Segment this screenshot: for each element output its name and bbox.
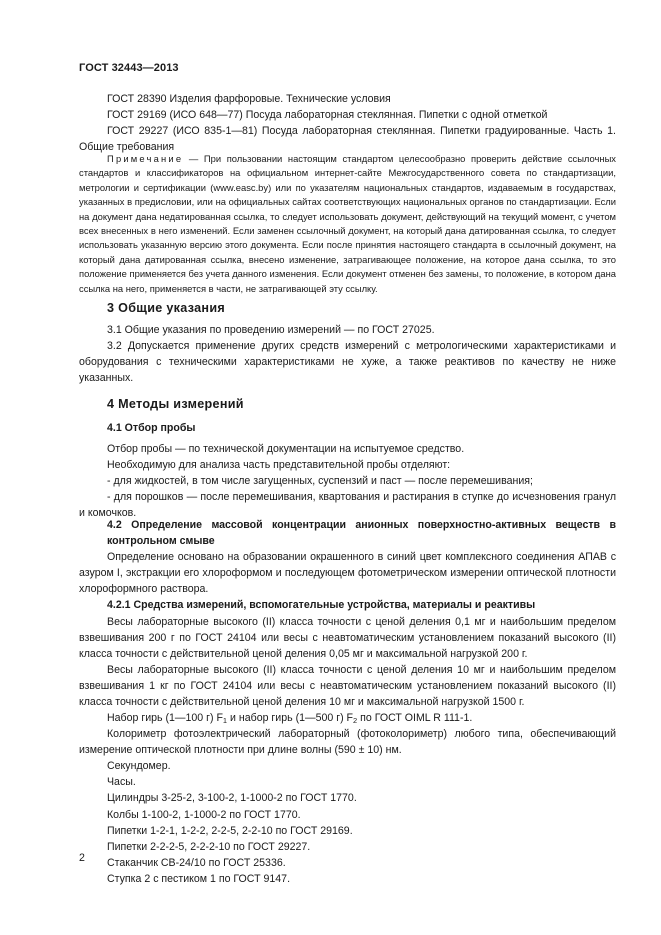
equipment-item: Пипетки 1-2-1, 1-2-2, 2-2-5, 2-2-10 по ГОСТ 29169.: [107, 824, 353, 837]
equipment-item: Секундомер.: [107, 760, 171, 772]
section-3-1: 3.1 Общие указания по проведению измерений — по ГОСТ 27025.: [107, 324, 435, 336]
section-3-2: 3.2 Допускается применение других средств измерений с метрологическими характеристиками и оборудования с техническими характеристиками не хуже, а также реактивов по качеству не ниже указанных.: [79, 340, 616, 384]
references-list: [79, 91, 616, 155]
note-block: [79, 152, 616, 296]
section-4-1: [79, 420, 616, 436]
page-number: 2: [79, 852, 85, 864]
reference-item: ГОСТ 29227 (ИСО 835-1—81) Посуда лабораторная стеклянная. Пипетки градуированные. Часть 1. Общие требования: [79, 125, 616, 153]
section-4-1-heading: 4.1 Отбор пробы: [107, 422, 196, 434]
reference-item: ГОСТ 29169 (ИСО 648—77) Посуда лабораторная стеклянная. Пипетки с одной отметкой: [107, 109, 548, 121]
section-3-heading: 3 Общие указания: [107, 301, 226, 315]
section-4-2-1-heading: 4.2.1 Средства измерений, вспомогательные устройства, материалы и реактивы: [107, 599, 536, 611]
reference-item: ГОСТ 28390 Изделия фарфоровые. Технические условия: [107, 93, 391, 105]
note-label: Примечание: [107, 153, 184, 164]
section-3-body: [79, 322, 616, 386]
section-4-2: [79, 517, 616, 549]
section-4-2-heading: 4.2 Определение массовой концентрации анионных поверхностно-активных веществ в контрольном смыве: [107, 519, 616, 547]
equipment-item: Ступка 2 с пестиком 1 по ГОСТ 9147.: [107, 873, 291, 886]
equipment-item: Колбы 1-100-2, 1-1000-2 по ГОСТ 1770.: [107, 808, 301, 821]
sampling-bullet: - для жидкостей, в том числе загущенных, суспензий и паст — после перемешивания;: [107, 475, 533, 487]
section-4-heading: 4 Методы измерений: [107, 397, 244, 411]
section-4: [79, 397, 616, 411]
weights-paragraph: Набор гирь (1—100 г) $F_1$ и набор гирь (1—500 г) $F_2$ по ГОСТ OIML R 111-1.: [107, 712, 473, 725]
sampling-paragraph: Необходимую для анализа часть представительной пробы отделяют:: [107, 459, 451, 471]
equipment-item: Стаканчик СВ-24/10 по ГОСТ 25336.: [107, 857, 286, 870]
equipment-item: Пипетки 2-2-2-5, 2-2-2-10 по ГОСТ 29227.: [107, 841, 311, 854]
colorimeter-paragraph: Колориметр фотоэлектрический лабораторный (фотоколориметр) любого типа, обеспечивающий измерение оптической плотности при длине волны (590 ± 10) нм.: [79, 728, 616, 756]
section-4-2-1-body: [79, 614, 616, 888]
page-header: ГОСТ 32443—2013: [79, 62, 179, 74]
scales-paragraph: Весы лабораторные высокого (II) класса точности с ценой деления 10 мг и наибольшим пределом взвешивания 1 кг по ГОСТ 24104 или весы с неавтоматическим установлением показаний высокого (II) класса точности с действительной ценой деления 10 мг и максимальной нагрузкой 1500 г.: [79, 664, 616, 708]
equipment-item: Цилиндры 3-25-2, 3-100-2, 1-1000-2 по ГОСТ 1770.: [107, 792, 357, 805]
section-3: [79, 301, 616, 315]
section-4-2-body: [79, 549, 616, 597]
note-paragraph: [79, 152, 616, 296]
scales-paragraph: Весы лабораторные высокого (II) класса точности с ценой деления 0,1 мг и наибольшим пределом взвешивания 200 г по ГОСТ 24104 или весы с неавтоматическим установлением показаний высокого (II) класса точности с действительной ценой деления 0,05 мг и максимальной нагрузкой 200 г.: [79, 616, 616, 660]
equipment-item: Часы.: [107, 776, 136, 789]
sampling-paragraph: Отбор пробы — по технической документации на испытуемое средство.: [107, 443, 465, 455]
section-4-1-body: [79, 441, 616, 521]
note-text: — При пользовании настоящим стандартом целесообразно проверить действие ссылочных стандартов и классификаторов на официальном интернет-сайте Межгосударственного совета по стандартизации, метрологии и сертификации (www.easc.by) или по указателям национальных стандартов, издаваемым в государствах, указанных в предисловии, или на официальных сайтах соответствующих национальных органов по стандартизации. Если на документ дана недатированная ссылка, то следует использовать документ, действующий на текущий момент, с учетом всех внесенных в него изменений. Если заменен ссылочный документ, на который дана датированная ссылка, то следует использовать указанную версию этого документа. Если после принятия настоящего стандарта в ссылочный документ, на который дана датированная ссылка, внесено изменение, затрагивающее положение, на которое дана ссылка, то это положение применяется без учета данного изменения. Если документ отменен без замены, то положение, в котором дана ссылка на него, применяется в части, не затрагивающей эту ссылку.: [79, 153, 616, 294]
sampling-bullet: - для порошков — после перемешивания, квартования и растирания в ступке до исчезновения гранул и комочков.: [79, 491, 616, 519]
section-4-2-1: [79, 597, 616, 613]
method-principle-paragraph: Определение основано на образовании окрашенного в синий цвет комплексного соединения АПАВ с азуром I, экстракции его хлороформом и последующем фотометрическом измерении оптической плотности хлороформного раствора.: [79, 551, 616, 595]
